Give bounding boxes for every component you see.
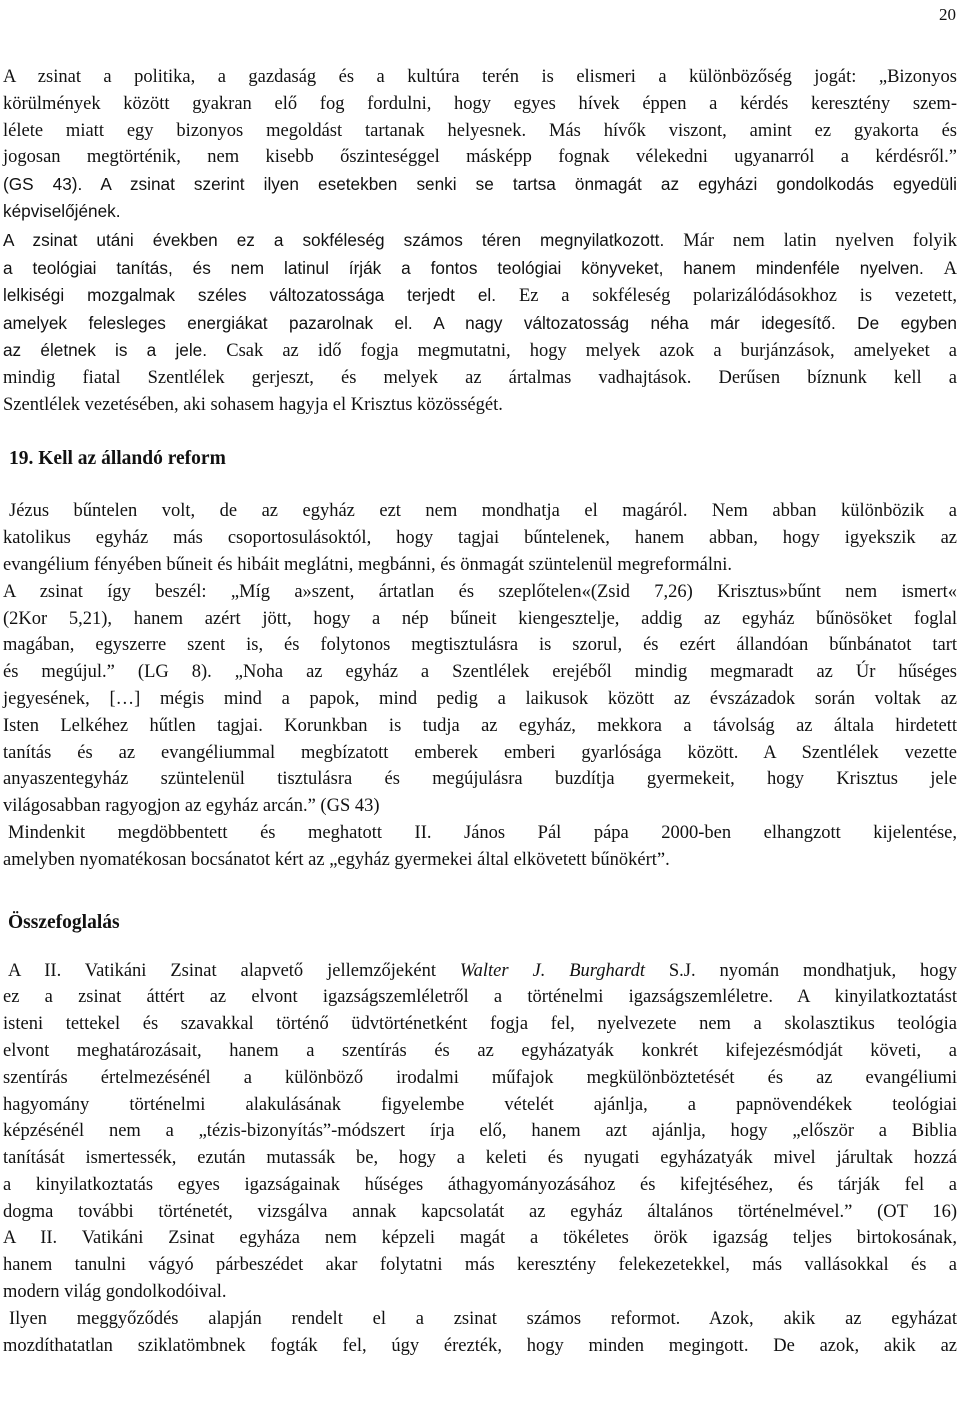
text-span: A II. Vatikáni Zsinat alapvető jellemzőjeként — [8, 960, 460, 981]
text-span: Már nem latin nyelven folyik — [683, 230, 957, 251]
text-line: Jézus bűntelen volt, de az egyház ezt nem mondhatja el magáról. Nem abban különbözik a — [9, 501, 957, 522]
text-span: a teológiai tanítás, és nem latinul írják a fontos teológiai könyveket, hanem mindenféle nyelven. — [3, 257, 924, 278]
text-line: Isten Lelkéhez hűtlen tagjai. Korunkban is tudja az egyház, mekkora a távolság az általa hirdetett — [3, 715, 957, 736]
text-line: evangélium fényében bűneit és hibáit meglátni, megbánni, és önmagát szüntelenül megreformálni. — [3, 554, 732, 575]
text-span: A nagy változatosság néha már idegesítő. De egyben — [433, 313, 957, 334]
text-span: A zsinat utáni években ez a sokféleség számos téren megnyilatkozott. — [3, 229, 665, 250]
paragraph-council-quote — [3, 579, 957, 820]
text-line: lélete miatt egy bizonyos megoldást tartanak helyesnek. Más hívők viszont, amint ez gyakorta és — [3, 120, 957, 141]
text-line: képzésénél nem a „tézis-bizonyítás”-módszert írja elő, hanem azt ajánlja, hogy „először a Biblia — [3, 1121, 957, 1142]
summary-heading: Összefoglalás — [8, 911, 120, 933]
author-name: Walter J. Burghardt — [459, 960, 645, 981]
text-line: hagyomány történelmi alakulásának figyelembe vételét ajánlja, a papnövendékek teológiai — [3, 1094, 957, 1115]
text-line: tanítását ismertessék, ezután mutassák be, hogy a keleti és nyugati egyházatyák mivel járultak hozzá — [3, 1148, 957, 1169]
text-line: Szentlélek vezetésében, aki sohasem hagyja el Krisztus közösségét. — [3, 394, 503, 415]
text-line: és megújul.” (LG 8). „Noha az egyház a Szentlélek erejéből mindig megmaradt az Úr hűséges — [3, 662, 957, 683]
section-heading — [3, 446, 957, 472]
text-line — [3, 958, 957, 985]
text-line: dogma további történetét, vizsgálva annak kapcsolatát az egyház általános történelmével.” (OT 16) — [3, 1201, 957, 1222]
text-line: Mindenkit megdöbbentett és meghatott II. János Pál pápa 2000-ben elhangzott kijelentése, — [8, 822, 957, 843]
section-number: 19. — [9, 448, 34, 470]
text-span: az életnek is a jele. — [3, 339, 207, 360]
text-line: modern világ gondolkodóival. — [3, 1282, 227, 1303]
text-line: hanem tanulni vágyó párbeszédet akar folytatni más keresztény felekezetekkel, más vallásokkal és a — [3, 1255, 957, 1276]
paragraph-reforms — [3, 1306, 957, 1333]
paragraph-reform-cont — [3, 525, 957, 579]
text-span: Csak az idő fogja megmutatni, hogy melyek azok a burjánzások, amelyeket a — [226, 340, 957, 361]
paragraph-summary — [3, 958, 957, 1306]
text-line: körülmények között gyakran elő fog fordulni, hogy egyes hívek éppen a kérdés keresztény szem- — [3, 93, 957, 114]
text-line — [3, 227, 957, 255]
text-line: amelyben nyomatékosan bocsánatot kért az „egyház gyermekei által elkövetett bűnökért”. — [3, 849, 670, 870]
text-span: S.J. nyomán mondhatjuk, hogy — [644, 960, 957, 981]
page-number: 20 — [939, 5, 956, 24]
text-span: amelyek felesleges energiákat pazarolnak el. — [3, 313, 413, 334]
text-span: lelkiségi mozgalmak széles változatossága terjedt el. — [3, 285, 496, 306]
text-span: A — [943, 258, 958, 279]
text-span: Ez a sokféleség polarizálódásokhoz is vezetett, — [518, 286, 957, 307]
text-line: ez a zsinat áttért az elvont igazságszemléletről a történelmi igazságszemléletre. A kinyilatkoztatást — [3, 987, 957, 1008]
paragraph-reform — [3, 498, 957, 525]
text-line: A zsinat így beszél: „Míg a»szent, ártatlan és szeplőtelen«(Zsid 7,26) Krisztus»bűnt nem ismert« — [3, 581, 957, 602]
section-title: Kell az állandó reform — [38, 448, 226, 470]
text-line: (2Kor 5,21), hanem azért jött, hogy a nép bűneit kiengesztelje, addig az egyház bűnösöket foglal — [3, 608, 957, 629]
text-line — [3, 282, 957, 310]
document-body — [3, 64, 957, 1359]
paragraph-diversity — [3, 64, 957, 225]
text-line: A zsinat a politika, a gazdaság és a kultúra terén is elismeri a különbözőség jogát: „Bizonyos — [3, 67, 957, 87]
text-line: jogosan megtörténik, nem kisebb őszinteséggel másképp fognak vélekedni ugyanarról a kérdésről.” — [3, 147, 957, 168]
text-line — [3, 255, 957, 283]
text-line: szentírás értelmezésénél a különböző irodalmi műfajok megkülönböztetését és az evangéliumi — [3, 1067, 957, 1088]
text-line: mindig fiatal Szentlélek gerjeszt, és melyek az ártalmas vadhajtások. Derűsen bíznunk kell a — [3, 367, 957, 388]
text-line: magában, egyszerre szent is, és folytonos megtisztulásra is szorul, és ezért állandóan bűnbánatot tart — [3, 635, 957, 656]
text-line: elvont meghatározásait, hanem a szentírás és az egyházatyák konkrét kifejezésmódját követi, a — [3, 1040, 957, 1061]
text-line: katolikus egyház más csoportosulásoktól, hogy tagjai bűntelenek, hanem abban, hogy igyekszik az — [3, 528, 957, 549]
text-line: világosabban ragyogjon az egyház arcán.” (GS 43) — [3, 796, 380, 817]
paragraph-post-council — [3, 227, 957, 419]
text-line: képviselőjének. — [3, 200, 121, 221]
text-line — [3, 337, 957, 365]
text-line: Ilyen meggyőződés alapján rendelt el a zsinat számos reformot. Azok, akik az egyházat — [9, 1308, 957, 1329]
paragraph-john-paul-cont — [3, 847, 957, 874]
paragraph-john-paul — [3, 820, 957, 847]
paragraph-reforms-cont — [3, 1333, 957, 1360]
text-line: tanítás és az evangéliummal megbízatott emberek emberi gyarlósága között. A Szentlélek vezette — [3, 742, 957, 763]
text-line: a kinyilatkoztatás egyes igazságainak hűséges áthagyományozásához és kifejtéséhez, és tárják fel a — [3, 1174, 957, 1195]
text-line: mozdíthatatlan sziklatömbnek fogták fel, úgy érezték, hogy minden megingott. De azok, akik az — [3, 1335, 957, 1356]
text-line: isteni tettekel és szavakkal történő üdvtörténetként fogja fel, nyelvezete nem a skolasztikus teológia — [3, 1014, 957, 1035]
text-line: jegyesének, […] mégis mind a papok, mind pedig a laikusok között az évszázadok során voltak az — [3, 688, 957, 709]
text-line: anyaszentegyház szüntelenül tisztulásra és megújulásra buzdítja gyermekeit, hogy Krisztus jele — [3, 769, 957, 790]
text-line: A II. Vatikáni Zsinat egyháza nem képzeli magát a tökéletes örök igazság teljes birtokosának, — [3, 1228, 957, 1249]
text-line — [3, 310, 957, 337]
text-line: (GS 43). A zsinat szerint ilyen esetekben senki se tartsa önmagát az egyházi gondolkodás egyedüli — [3, 174, 957, 195]
